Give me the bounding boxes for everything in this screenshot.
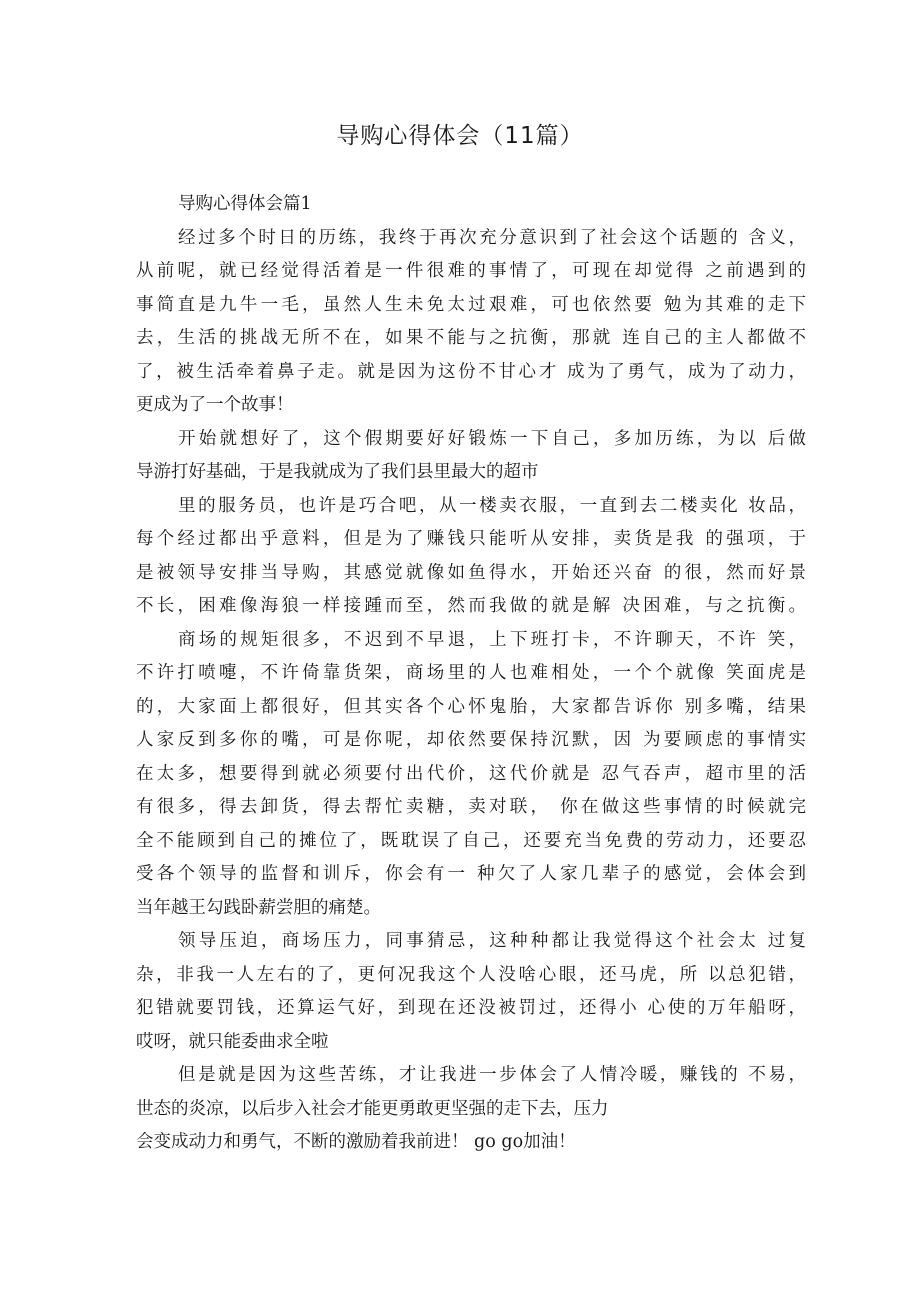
text-line: 领导压迫，商场压力，同事猜忌，这种种都让我觉得这个社会太 过复	[178, 931, 806, 951]
text-line: 更成为了一个故事！	[136, 395, 294, 415]
text-line: 从前呢，就已经觉得活着是一件很难的事情了，可现在却觉得 之前遇到的	[136, 261, 806, 281]
text-line: 里的服务员，也许是巧合吧，从一楼卖衣服，一直到去二楼卖化 妆品，	[178, 495, 806, 516]
text-line: 事简直是九牛一毛，虽然人生未免太过艰难，可也依然要 勉为其难的走下	[136, 294, 806, 315]
text-line: 有很多，得去卸货，得去帮忙卖糖，卖对联， 你在做这些事情的时候就完	[136, 797, 806, 817]
text-line: 的，大家面上都很好，但其实各个心怀鬼胎，大家都告诉你 别多嘴，结果	[136, 696, 806, 717]
text-line: 商场的规矩很多，不迟到不早退，上下班打卡，不许聊天，不许 笑，	[178, 629, 806, 650]
text-line: 世态的炎凉，以后步入社会才能更勇敢更坚强的走下去，压力	[136, 1098, 609, 1119]
text-line: 犯错就要罚钱，还算运气好，到现在还没被罚过，还得小 心使的万年船呀，	[136, 998, 806, 1018]
text-line: 开始就想好了，这个假期要好好锻炼一下自己，多加历练，为以 后做	[178, 428, 806, 449]
text-line: 当年越王勾践卧薪尝胆的痛楚。	[136, 897, 381, 918]
text-line: 导游打好基础，于是我就成为了我们县里最大的超市	[136, 462, 539, 482]
text-line: 不许打喷嚏，不许倚靠货架，商场里的人也难相处，一个个就像 笑面虎是	[136, 663, 806, 683]
text-line: 全不能顾到自己的摊位了，既耽误了自己，还要充当免费的劳动力，还要忍	[136, 830, 806, 851]
text-line: 不长，困难像海狼一样接踵而至，然而我做的就是解 决困难，与之抗衡。	[136, 596, 806, 616]
text-line: 但是就是因为这些苦练，才让我进一步体会了人情冷暖，赚钱的 不易，	[178, 1065, 806, 1085]
text-line: 去，生活的挑战无所不在，如果不能与之抗衡，那就 连自己的主人都做不	[136, 328, 806, 348]
text-line: 会变成动力和勇气，不断的激励着我前进！ go go加油！	[136, 1132, 576, 1152]
text-line: 在太多，想要得到就必须要付出代价，这代价就是 忍气吞声，超市里的活	[136, 763, 806, 784]
text-line: 是被领导安排当导购，其感觉就像如鱼得水，开始还兴奋 的很，然而好景	[136, 562, 806, 583]
text-line: 经过多个时日的历练，我终于再次充分意识到了社会这个话题的 含义，	[178, 227, 806, 248]
text-line: 哎呀，就只能委曲求全啦	[136, 1031, 329, 1052]
document-body	[136, 188, 806, 1160]
text-line: 杂，非我一人左右的了，更何况我这个人没啥心眼，还马虎，所 以总犯错，	[136, 964, 806, 985]
document-title: 导购心得体会（11篇）	[336, 123, 584, 149]
text-line: 人家反到多你的嘴，可是你呢，却依然要保持沉默，因 为要顾虑的事情实	[136, 730, 806, 750]
text-line: 受各个领导的监督和训斥，你会有一 种欠了人家几辈子的感觉，会体会到	[136, 864, 806, 884]
text-line: 了，被生活牵着鼻子走。就是因为这份不甘心才 成为了勇气，成为了动力，	[136, 361, 806, 382]
text-line: 每个经过都出乎意料，但是为了赚钱只能听从安排，卖货是我 的强项，于	[136, 529, 806, 549]
section-heading: 导购心得体会篇1	[178, 194, 312, 214]
